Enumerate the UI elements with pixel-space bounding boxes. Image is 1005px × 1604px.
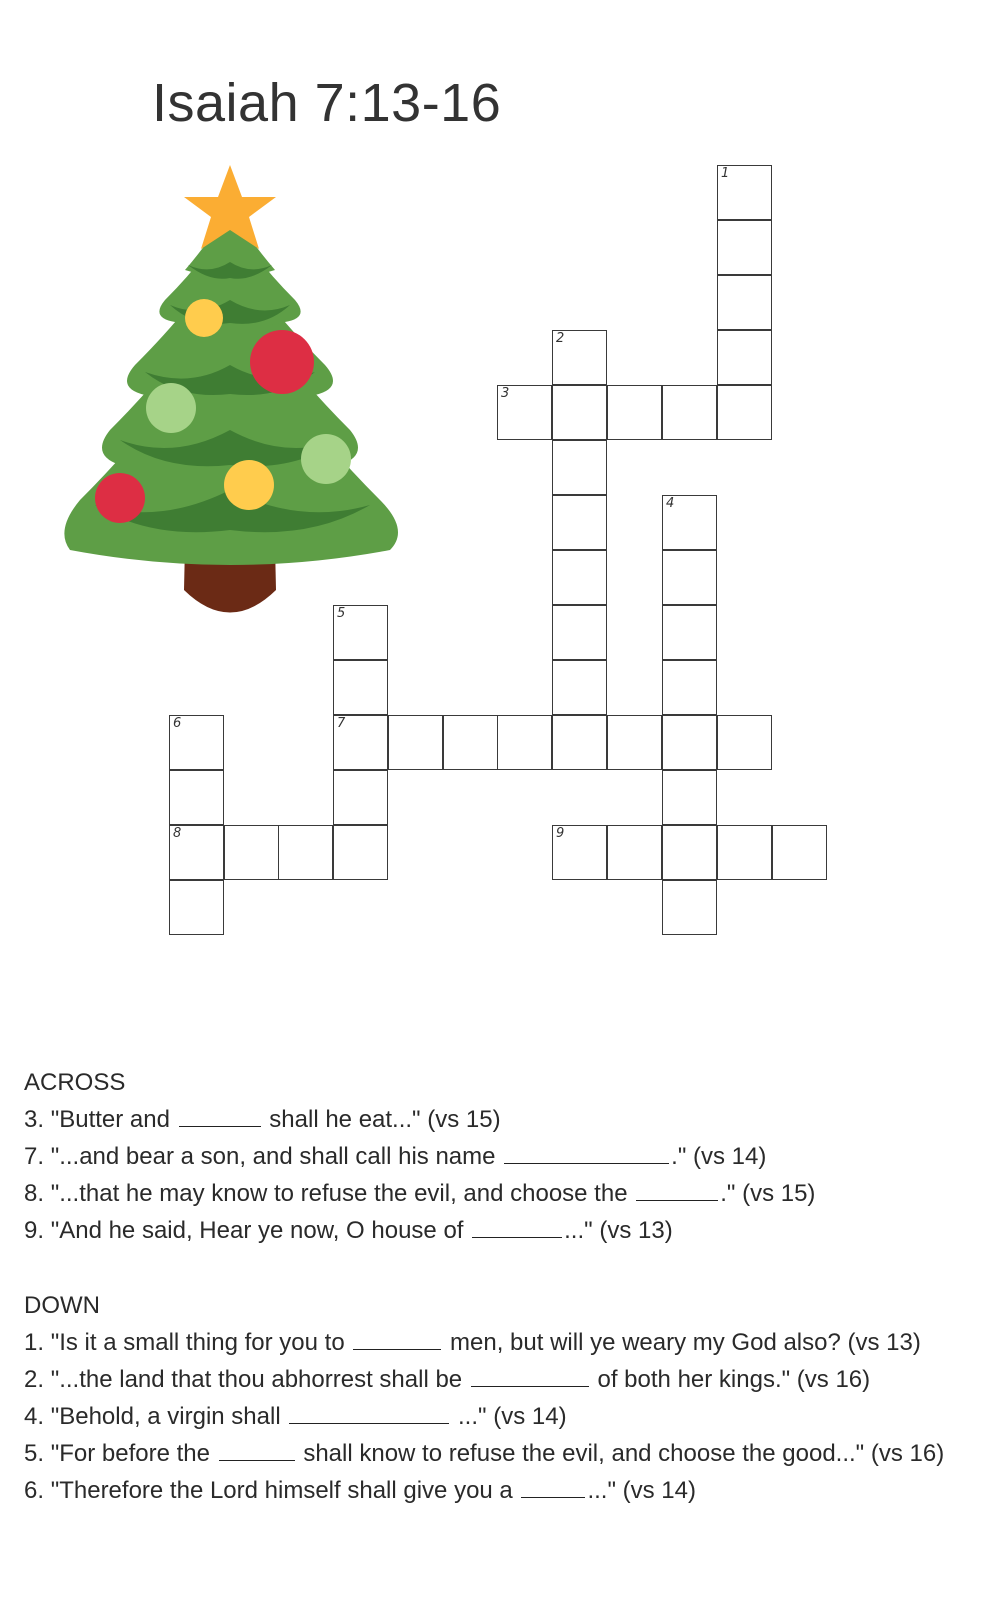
clue-down-1 — [24, 1324, 944, 1361]
crossword-cell[interactable] — [717, 385, 772, 440]
christmas-tree-icon — [50, 160, 410, 630]
clue-number: 1. — [24, 1329, 45, 1356]
crossword-cell[interactable] — [717, 275, 772, 330]
clue-down-5 — [24, 1435, 944, 1472]
crossword-cell[interactable] — [552, 440, 607, 495]
clue-text-after: shall he eat..." (vs 15) — [269, 1106, 501, 1133]
clue-text-before: "Is it a small thing for you to — [50, 1329, 345, 1356]
crossword-cell[interactable] — [717, 715, 772, 770]
clue-number: 3. — [24, 1106, 45, 1133]
clue-down-2 — [24, 1361, 944, 1398]
across-clues — [24, 1064, 815, 1249]
crossword-cell[interactable] — [662, 605, 717, 660]
clue-text-before: "...the land that thou abhorrest shall be — [50, 1366, 463, 1393]
crossword-cell[interactable] — [717, 330, 772, 385]
clue-text-after: men, but will ye weary my God also? (vs 13) — [450, 1329, 921, 1356]
answer-blank[interactable] — [521, 1475, 585, 1498]
crossword-cell[interactable] — [497, 385, 552, 440]
answer-blank[interactable] — [289, 1401, 449, 1424]
crossword-cell[interactable] — [552, 550, 607, 605]
clue-text-after: of both her kings." (vs 16) — [597, 1366, 871, 1393]
clue-text-after: ..." (vs 14) — [458, 1403, 567, 1430]
clue-text-before: "Butter and — [50, 1106, 170, 1133]
clue-text-before: "...and bear a son, and shall call his name — [50, 1143, 496, 1170]
crossword-cell[interactable] — [607, 825, 662, 880]
answer-blank[interactable] — [504, 1141, 669, 1164]
crossword-cell[interactable] — [662, 550, 717, 605]
clue-number: 8. — [24, 1180, 45, 1207]
cell-number: 7 — [337, 716, 346, 731]
clue-across-7 — [24, 1138, 815, 1175]
crossword-cell[interactable] — [717, 165, 772, 220]
across-heading: ACROSS — [24, 1069, 126, 1096]
down-clues — [24, 1287, 944, 1509]
ornament-red — [95, 473, 145, 523]
clue-down-4 — [24, 1398, 944, 1435]
cell-number: 2 — [556, 331, 565, 346]
crossword-cell[interactable] — [662, 825, 717, 880]
clue-number: 7. — [24, 1143, 45, 1170]
crossword-cell[interactable] — [662, 385, 717, 440]
clue-across-9 — [24, 1212, 815, 1249]
clue-text-after: shall know to refuse the evil, and choose the good..." (vs 16) — [303, 1440, 945, 1467]
crossword-cell[interactable] — [169, 770, 224, 825]
clue-text-before: "Behold, a virgin shall — [50, 1403, 281, 1430]
clue-text-before: "For before the — [50, 1440, 210, 1467]
crossword-cell[interactable] — [224, 825, 279, 880]
ornament-green — [301, 434, 351, 484]
clue-text-after: ." (vs 14) — [671, 1143, 767, 1170]
crossword-cell[interactable] — [443, 715, 498, 770]
crossword-cell[interactable] — [333, 605, 388, 660]
clue-number: 2. — [24, 1366, 45, 1393]
down-heading: DOWN — [24, 1292, 100, 1319]
crossword-cell[interactable] — [388, 715, 443, 770]
crossword-cell[interactable] — [333, 715, 388, 770]
crossword-cell[interactable] — [717, 220, 772, 275]
crossword-cell[interactable] — [662, 770, 717, 825]
answer-blank[interactable] — [472, 1215, 562, 1238]
crossword-cell[interactable] — [552, 330, 607, 385]
clue-down-6 — [24, 1472, 944, 1509]
crossword-cell[interactable] — [552, 385, 607, 440]
cell-number: 4 — [666, 496, 675, 511]
answer-blank[interactable] — [471, 1364, 589, 1387]
clue-number: 5. — [24, 1440, 45, 1467]
crossword-cell[interactable] — [497, 715, 552, 770]
crossword-cell[interactable] — [278, 825, 333, 880]
ornament-yellow — [185, 299, 223, 337]
crossword-cell[interactable] — [169, 880, 224, 935]
cell-number: 1 — [721, 166, 730, 181]
clue-text-after: ..." (vs 14) — [587, 1477, 696, 1504]
cell-number: 3 — [501, 386, 510, 401]
crossword-cell[interactable] — [333, 770, 388, 825]
ornament-yellow — [224, 460, 274, 510]
clue-text-before: "...that he may know to refuse the evil, and choose the — [50, 1180, 628, 1207]
page-title: Isaiah 7:13-16 — [152, 73, 502, 133]
answer-blank[interactable] — [219, 1438, 295, 1461]
crossword-cell[interactable] — [552, 825, 607, 880]
answer-blank[interactable] — [636, 1178, 718, 1201]
crossword-cell[interactable] — [662, 495, 717, 550]
answer-blank[interactable] — [353, 1327, 441, 1350]
crossword-cell[interactable] — [169, 825, 224, 880]
clue-text-after: ..." (vs 13) — [564, 1217, 673, 1244]
cell-number: 9 — [556, 826, 565, 841]
clue-text-after: ." (vs 15) — [720, 1180, 816, 1207]
cell-number: 5 — [337, 606, 346, 621]
clue-across-8 — [24, 1175, 815, 1212]
crossword-cell[interactable] — [662, 715, 717, 770]
ornament-green — [146, 383, 196, 433]
answer-blank[interactable] — [179, 1104, 261, 1127]
cell-number: 6 — [173, 716, 182, 731]
clue-number: 9. — [24, 1217, 45, 1244]
crossword-cell[interactable] — [607, 715, 662, 770]
crossword-cell[interactable] — [772, 825, 827, 880]
clue-text-before: "Therefore the Lord himself shall give you a — [50, 1477, 513, 1504]
crossword-cell[interactable] — [552, 660, 607, 715]
crossword-cell[interactable] — [662, 660, 717, 715]
crossword-cell[interactable] — [607, 385, 662, 440]
crossword-cell[interactable] — [662, 880, 717, 935]
crossword-cell[interactable] — [552, 715, 607, 770]
crossword-cell[interactable] — [552, 605, 607, 660]
clue-number: 6. — [24, 1477, 45, 1504]
ornament-red — [250, 330, 314, 394]
crossword-cell[interactable] — [552, 495, 607, 550]
clue-number: 4. — [24, 1403, 45, 1430]
clue-across-3 — [24, 1101, 815, 1138]
crossword-cell[interactable] — [717, 825, 772, 880]
crossword-cell[interactable] — [333, 825, 388, 880]
crossword-cell[interactable] — [169, 715, 224, 770]
crossword-cell[interactable] — [333, 660, 388, 715]
clue-text-before: "And he said, Hear ye now, O house of — [50, 1217, 464, 1244]
cell-number: 8 — [173, 826, 182, 841]
